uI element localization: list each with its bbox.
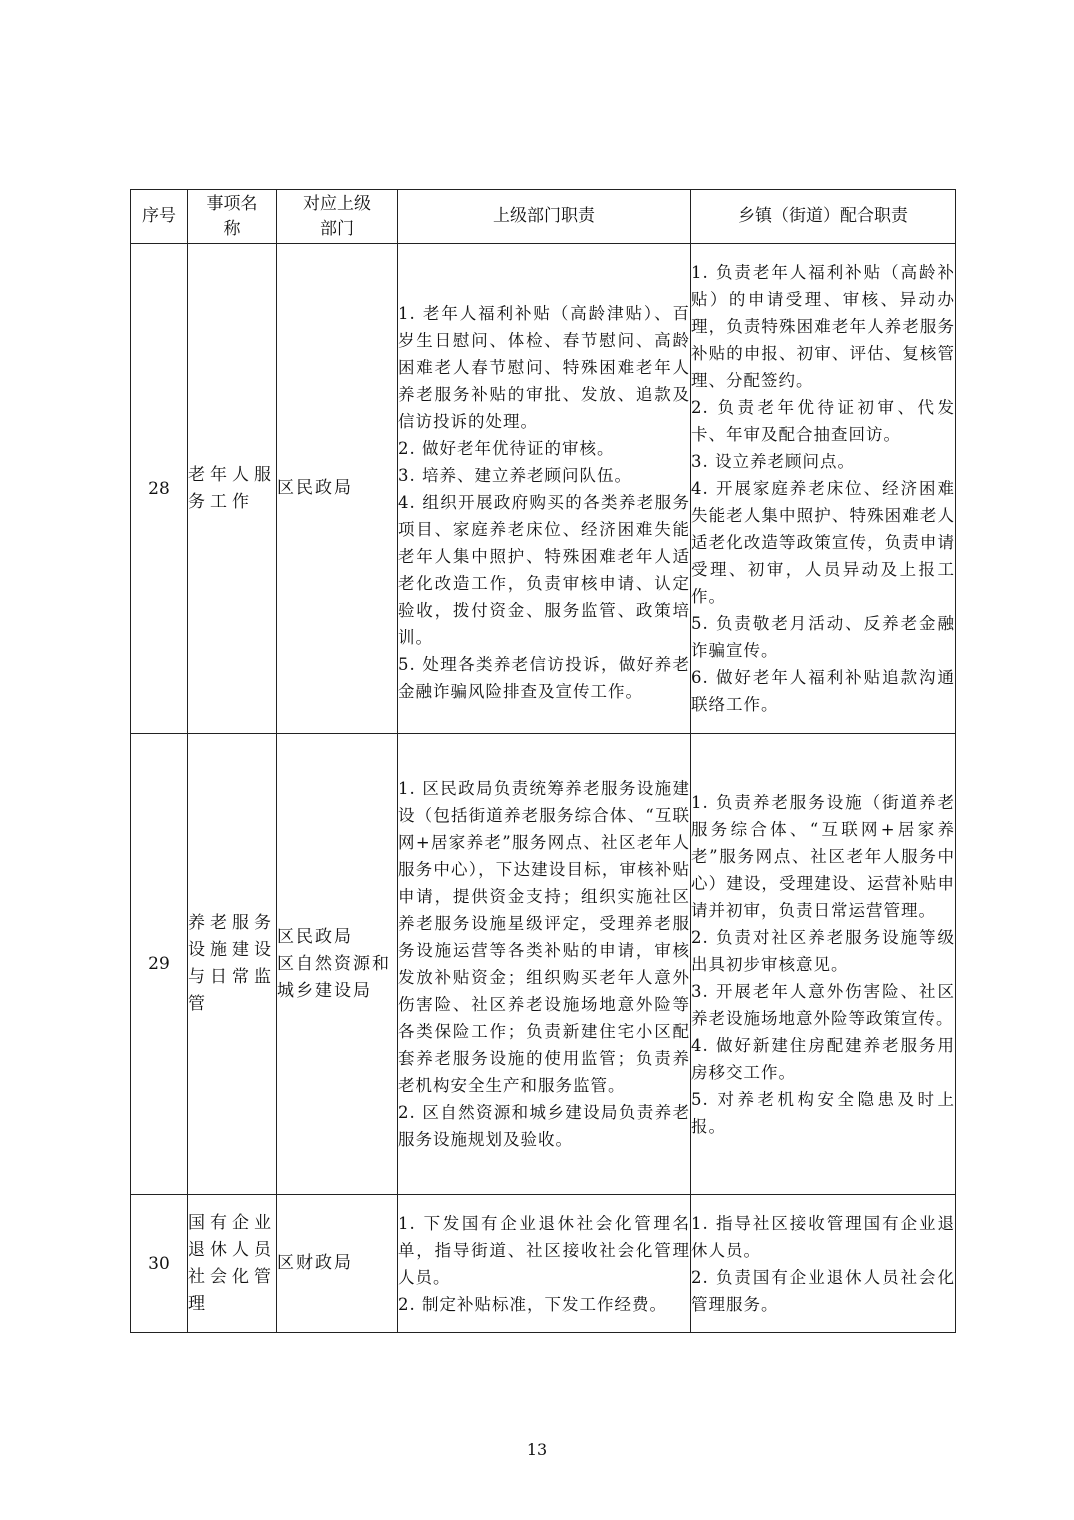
table-row (131, 1195, 956, 1333)
local-duty-cell (691, 734, 956, 1195)
department-line: 区自然资源和城乡建设局 (277, 953, 391, 1001)
duty-item: 2. 负责老年优待证初审、代发卡、年审及配合抽查回访。 (691, 398, 955, 444)
department-line: 区民政局 (277, 478, 353, 498)
row-number: 29 (131, 734, 188, 1195)
header-dept: 对应上级部门 (277, 190, 398, 244)
duty-item: 3. 开展老年人意外伤害险、社区养老设施场地意外险等政策宣传。 (691, 981, 955, 1028)
row-number: 30 (131, 1195, 188, 1333)
table-row (131, 244, 956, 734)
local-duty-cell (691, 1195, 956, 1333)
upper-duty-cell (398, 734, 691, 1195)
duty-item: 1. 下发国有企业退休社会化管理名单，指导街道、社区接收社会化管理人员。 (398, 1213, 690, 1287)
department-line: 区民政局 (277, 926, 353, 947)
department (277, 734, 398, 1195)
header-upper-duty: 上级部门职责 (398, 190, 691, 244)
duty-item: 6. 做好老年人福利补贴追款沟通联络工作。 (691, 668, 955, 714)
upper-duty-cell (398, 244, 691, 734)
duty-item: 2. 区自然资源和城乡建设局负责养老服务设施规划及验收。 (398, 1103, 690, 1149)
duty-item: 3. 设立养老顾问点。 (691, 452, 855, 471)
duty-item: 5. 对养老机构安全隐患及时上报。 (691, 1089, 955, 1136)
item-name: 养老服务设施建设与日常监管 (188, 734, 277, 1195)
duty-item: 1. 负责老年人福利补贴（高龄补贴）的申请受理、审核、异动办理，负责特殊困难老年人养老服务补贴的申报、初审、评估、复核管理、分配签约。 (691, 263, 955, 390)
table-row (131, 734, 956, 1195)
header-local-duty: 乡镇（街道）配合职责 (691, 190, 956, 244)
duty-item: 1. 负责养老服务设施（街道养老服务综合体、“互联网+居家养老”服务网点、社区老年人服务中心）建设，受理建设、运营补贴申请并初审，负责日常运营管理。 (691, 792, 955, 920)
department (277, 1195, 398, 1333)
department (277, 244, 398, 734)
upper-duty-cell (398, 1195, 691, 1333)
duty-item: 5. 负责敬老月活动、反养老金融诈骗宣传。 (691, 614, 955, 660)
duty-item: 4. 开展家庭养老床位、经济困难失能老人集中照护、特殊困难老人适老化改造等政策宣传，负责申请受理、初审，人员异动及上报工作。 (691, 479, 955, 606)
duty-item: 4. 组织开展政府购买的各类养老服务项目、家庭养老床位、经济困难失能老年人集中照护、特殊困难老年人适老化改造工作，负责审核申请、认定验收，拨付资金、服务监管、政策培训。 (398, 493, 690, 647)
item-name: 国有企业退休人员社会化管理 (188, 1195, 277, 1333)
duty-table (130, 189, 956, 1333)
duty-item: 1. 老年人福利补贴（高龄津贴）、百岁生日慰问、体检、春节慰问、高龄困难老人春节慰问、特殊困难老年人养老服务补贴的审批、发放、追款及信访投诉的处理。 (398, 304, 690, 431)
local-duty-cell (691, 244, 956, 734)
row-number: 28 (131, 244, 188, 734)
duty-item: 2. 负责对社区养老服务设施等级出具初步审核意见。 (691, 927, 955, 974)
department-line: 区财政局 (277, 1253, 353, 1273)
duty-item: 2. 负责国有企业退休人员社会化管理服务。 (691, 1267, 955, 1314)
header-num: 序号 (131, 190, 188, 244)
duty-item: 1. 区民政局负责统筹养老服务设施建设（包括街道养老服务综合体、“互联网+居家养老”服务网点、社区老年人服务中心），下达建设目标，审核补贴申请，提供资金支持；组织实施社区养老服务设施星级评定，受理养老服务设施运营等各类补贴的申请，审核发放补贴资金；组织购买老年人意外伤害险、社区养老设施场地意外险等各类保险工作；负责新建住宅小区配套养老服务设施的使用监管；负责养老机构安全生产和服务监管。 (398, 779, 690, 1095)
duty-item: 5. 处理各类养老信访投诉，做好养老金融诈骗风险排查及宣传工作。 (398, 655, 690, 701)
duty-item: 2. 制定补贴标准，下发工作经费。 (398, 1294, 667, 1314)
item-name: 老年人服务工作 (188, 244, 277, 734)
duty-item: 4. 做好新建住房配建养老服务用房移交工作。 (691, 1035, 955, 1082)
header-row (131, 190, 956, 244)
header-name: 事项名称 (188, 190, 277, 244)
duty-item: 2. 做好老年优待证的审核。 (398, 439, 615, 458)
duty-item: 1. 指导社区接收管理国有企业退休人员。 (691, 1213, 955, 1260)
duty-item: 3. 培养、建立养老顾问队伍。 (398, 466, 632, 485)
page-number: 13 (526, 1440, 548, 1459)
